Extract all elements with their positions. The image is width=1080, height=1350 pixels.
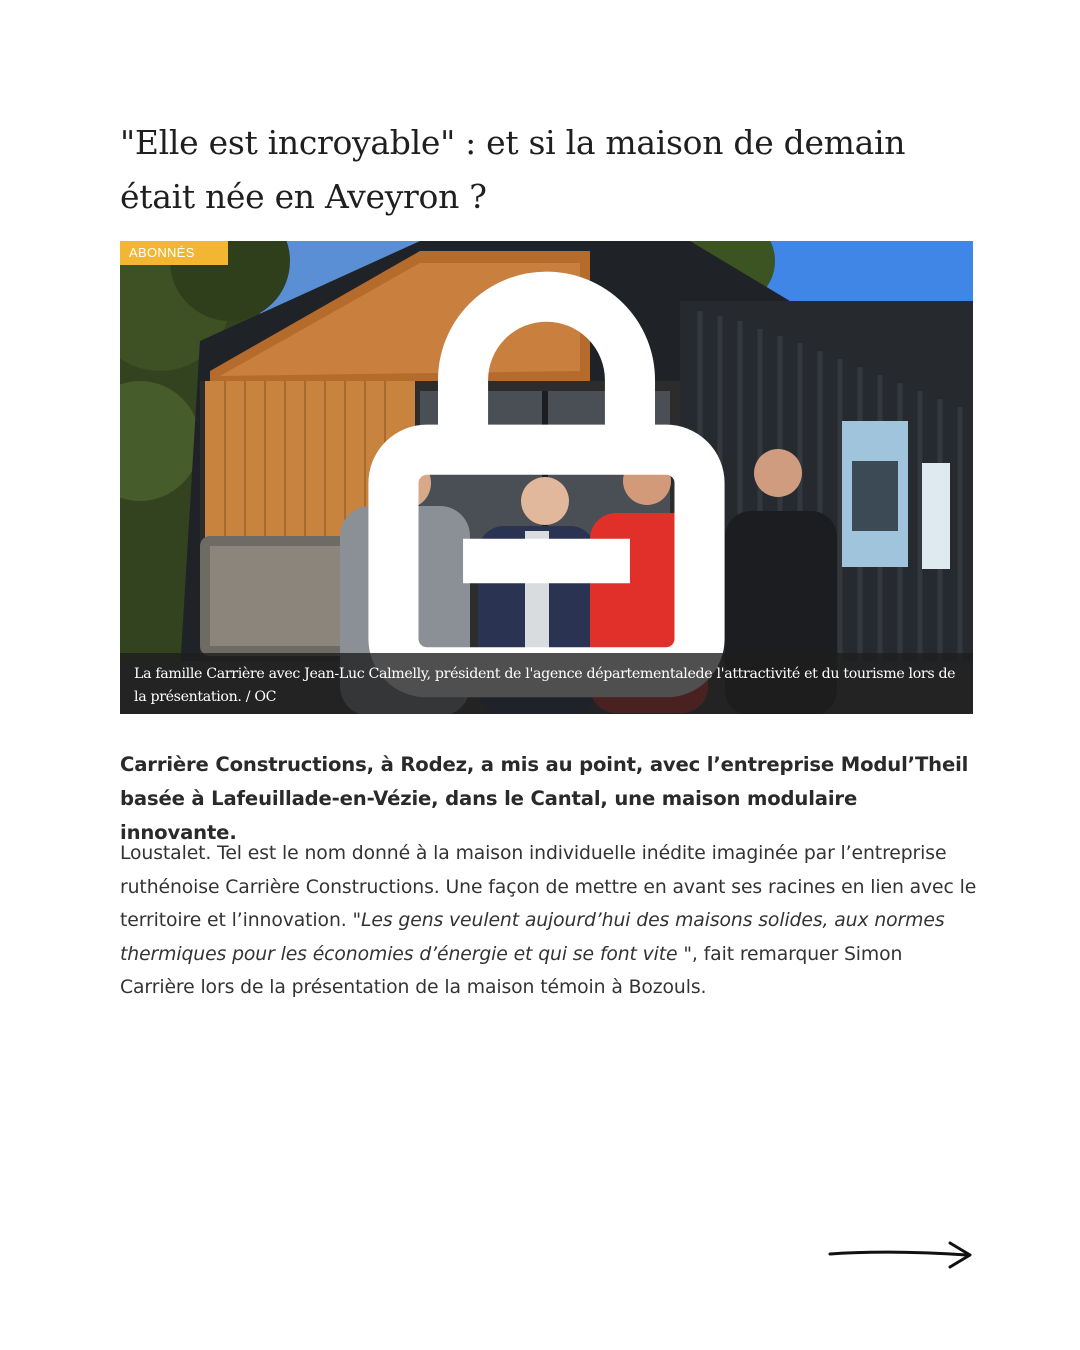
subscriber-badge-label: ABONNÉS bbox=[129, 245, 195, 260]
article-lead: Carrière Constructions, à Rodez, a mis au point, avec l’entreprise Modul’Theil basée à Lafeuillade-en-Vézie, dans le Cantal, une maison modulaire innovante. bbox=[120, 753, 969, 844]
body-intro: Loustalet. Tel est le nom donné à la maison individuelle inédite imaginée par l’entreprise ruthénoise Carrière Constructions. Une façon de mettre en avant ses racines en lien avec le territoire et l’innovation. bbox=[120, 843, 977, 931]
arrow-right-icon bbox=[826, 1238, 976, 1274]
next-slide-button[interactable] bbox=[826, 1238, 976, 1274]
article-headline: "Elle est incroyable" : et si la maison de demain était née en Aveyron ? bbox=[120, 123, 906, 216]
photo-caption: La famille Carrière avec Jean-Luc Calmelly, président de l'agence départementalede l'attractivité et du tourisme lors de la présentation. / OC bbox=[120, 653, 973, 714]
subscriber-badge bbox=[120, 241, 228, 265]
article-photo bbox=[120, 241, 973, 714]
body-quote: "Les gens veulent aujourd’hui des maisons solides, aux normes thermiques pour les économies d’énergie et qui se font vite " bbox=[120, 910, 945, 965]
article-body bbox=[120, 837, 980, 1005]
lock-icon bbox=[202, 245, 219, 262]
body-outro: , fait remarquer Simon Carrière lors de la présentation de la maison témoin à Bozouls. bbox=[120, 943, 903, 998]
